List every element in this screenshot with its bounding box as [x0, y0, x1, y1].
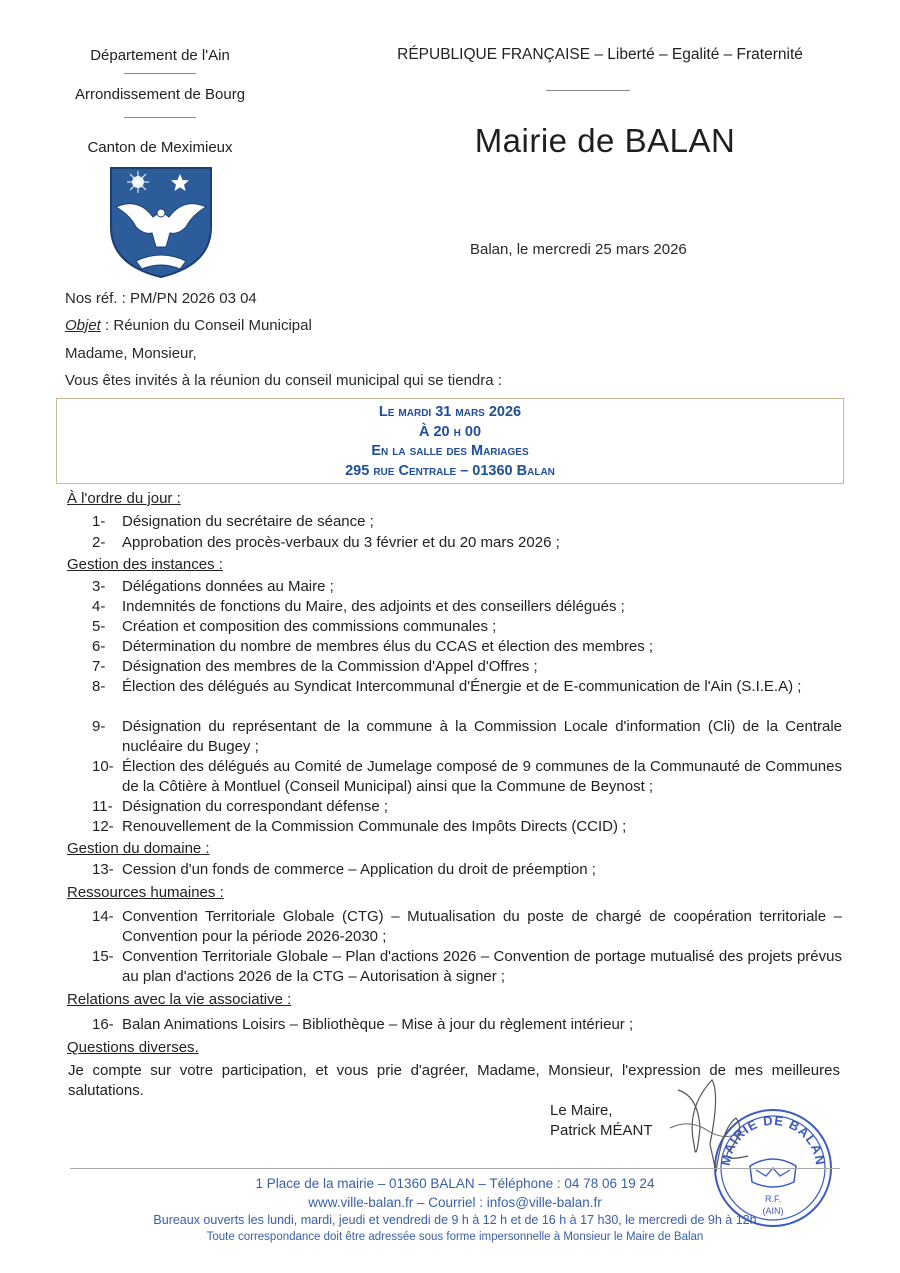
section-heading: Questions diverses.: [67, 1039, 199, 1056]
section-heading: Gestion des instances :: [67, 556, 223, 573]
republique-heading: RÉPUBLIQUE FRANÇAISE – Liberté – Egalité – Fraternité: [397, 46, 803, 63]
section-heading: Gestion du domaine :: [67, 840, 210, 857]
departement-label: Département de l'Ain: [90, 47, 230, 64]
list-item: 4- Indemnités de fonctions du Maire, des adjoints et des conseillers délégués ;: [92, 598, 625, 615]
section-heading: Ressources humaines :: [67, 884, 224, 901]
list-item: 6- Détermination du nombre de membres élus du CCAS et élection des membres ;: [92, 638, 654, 655]
signature-title: Le Maire,: [550, 1102, 613, 1119]
divider: [124, 73, 196, 74]
list-item: 16- Balan Animations Loisirs – Bibliothèque – Mise à jour du règlement intérieur ;: [92, 1016, 634, 1033]
signature-name: Patrick MÉANT: [550, 1122, 653, 1139]
coat-of-arms-icon: [108, 165, 214, 280]
list-item: 13- Cession d'un fonds de commerce – Application du droit de préemption ;: [92, 861, 596, 878]
list-item: 5- Création et composition des commissions communales ;: [92, 618, 497, 635]
footer-divider: [70, 1168, 840, 1169]
closing-text: Je compte sur votre participation, et vous prie d'agréer, Madame, Monsieur, l'expression de mes meilleures salutations.: [68, 1062, 840, 1099]
subject-line: [65, 317, 312, 334]
subject-label: Objet: [65, 317, 101, 334]
stamp-rf: R.F.: [764, 1194, 782, 1204]
list-item: 14- Convention Territoriale Globale (CTG) – Mutualisation du poste de chargé de coopération territoriale – Convention pour la période 2026-2030 ;: [92, 908, 842, 945]
divider: [546, 90, 630, 91]
footer-note: Toute correspondance doit être adressée sous forme impersonnelle à Monsieur le Maire de Balan: [206, 1231, 704, 1243]
list-item: 8- Élection des délégués au Syndicat Intercommunal d'Énergie et de E-communication de l'Ain (S.I.E.A) ;: [92, 678, 802, 695]
section-title: Ressources humaines: [67, 884, 216, 901]
meeting-info-box: [56, 398, 844, 484]
list-item: 1- Désignation du secrétaire de séance ;: [92, 513, 374, 530]
letter-date: Balan, le mercredi 25 mars 2026: [470, 241, 687, 258]
canton-label: Canton de Meximieux: [87, 139, 233, 156]
handwritten-signature: [650, 1068, 760, 1178]
footer-hours: Bureaux ouverts les lundi, mardi, jeudi et vendredi de 9 h à 12 h et de 16 h à 17 h30, le mercredi de 9h à 12h: [153, 1213, 757, 1227]
meeting-place: En la salle des Mariages: [371, 443, 529, 459]
list-item: 2- Approbation des procès-verbaux du 3 février et du 20 mars 2026 ;: [92, 534, 560, 551]
svg-text:MAIRIE DE BALAN: MAIRIE DE BALAN: [717, 1112, 829, 1167]
divider: [124, 117, 196, 118]
section-title: Questions diverses: [67, 1039, 195, 1056]
subject-text: : Réunion du Conseil Municipal: [100, 317, 312, 334]
salutation: Madame, Monsieur,: [65, 345, 197, 362]
section-heading: Relations avec la vie associative :: [67, 991, 292, 1008]
reference: Nos réf. : PM/PN 2026 03 04: [65, 290, 257, 307]
section-title: À l'ordre du jour: [67, 490, 173, 507]
section-title: Relations avec la vie associative: [67, 991, 283, 1008]
footer-address: 1 Place de la mairie – 01360 BALAN – Téléphone : 04 78 06 19 24: [255, 1176, 655, 1191]
meeting-address: 295 rue Centrale – 01360 Balan: [345, 462, 555, 479]
list-item: 3- Délégations données au Maire ;: [92, 578, 334, 595]
section-title: Gestion des instances: [67, 556, 215, 573]
intro-text: Vous êtes invités à la réunion du conseil municipal qui se tiendra :: [65, 372, 502, 389]
meeting-date: Le mardi 31 mars 2026: [378, 404, 522, 420]
list-item: 7- Désignation des membres de la Commission d'Appel d'Offres ;: [92, 658, 538, 675]
list-item: 9- Désignation du représentant de la commune à la Commission Locale d'information (Cli) de la Centrale nucléaire du Bugey ;: [92, 718, 842, 755]
sun-icon: [127, 171, 149, 193]
section-heading: À l'ordre du jour :: [67, 490, 181, 507]
meeting-time: À 20 h 00: [418, 423, 482, 440]
section-title: Gestion du domaine: [67, 840, 202, 857]
footer-contact: www.ville-balan.fr – Courriel : infos@ville-balan.fr: [308, 1195, 602, 1210]
list-item: 11- Désignation du correspondant défense ;: [92, 798, 389, 815]
list-item: 15- Convention Territoriale Globale – Plan d'actions 2026 – Convention de portage mutualisé des projets prévus au plan d'actions 2026 de la CTG – Autorisation à signer ;: [92, 948, 842, 985]
stamp-ain: (AIN): [762, 1206, 784, 1216]
page-title: Mairie de BALAN: [474, 122, 736, 159]
list-item: 12- Renouvellement de la Commission Communale des Impôts Directs (CCID) ;: [92, 818, 627, 835]
arrondissement-label: Arrondissement de Bourg: [74, 86, 246, 103]
list-item: 10- Élection des délégués au Comité de Jumelage composé de 9 communes de la Communauté de Communes de la Côtière à Montluel (Conseil Municipal) ainsi que la Commune de Beynost ;: [92, 758, 842, 795]
